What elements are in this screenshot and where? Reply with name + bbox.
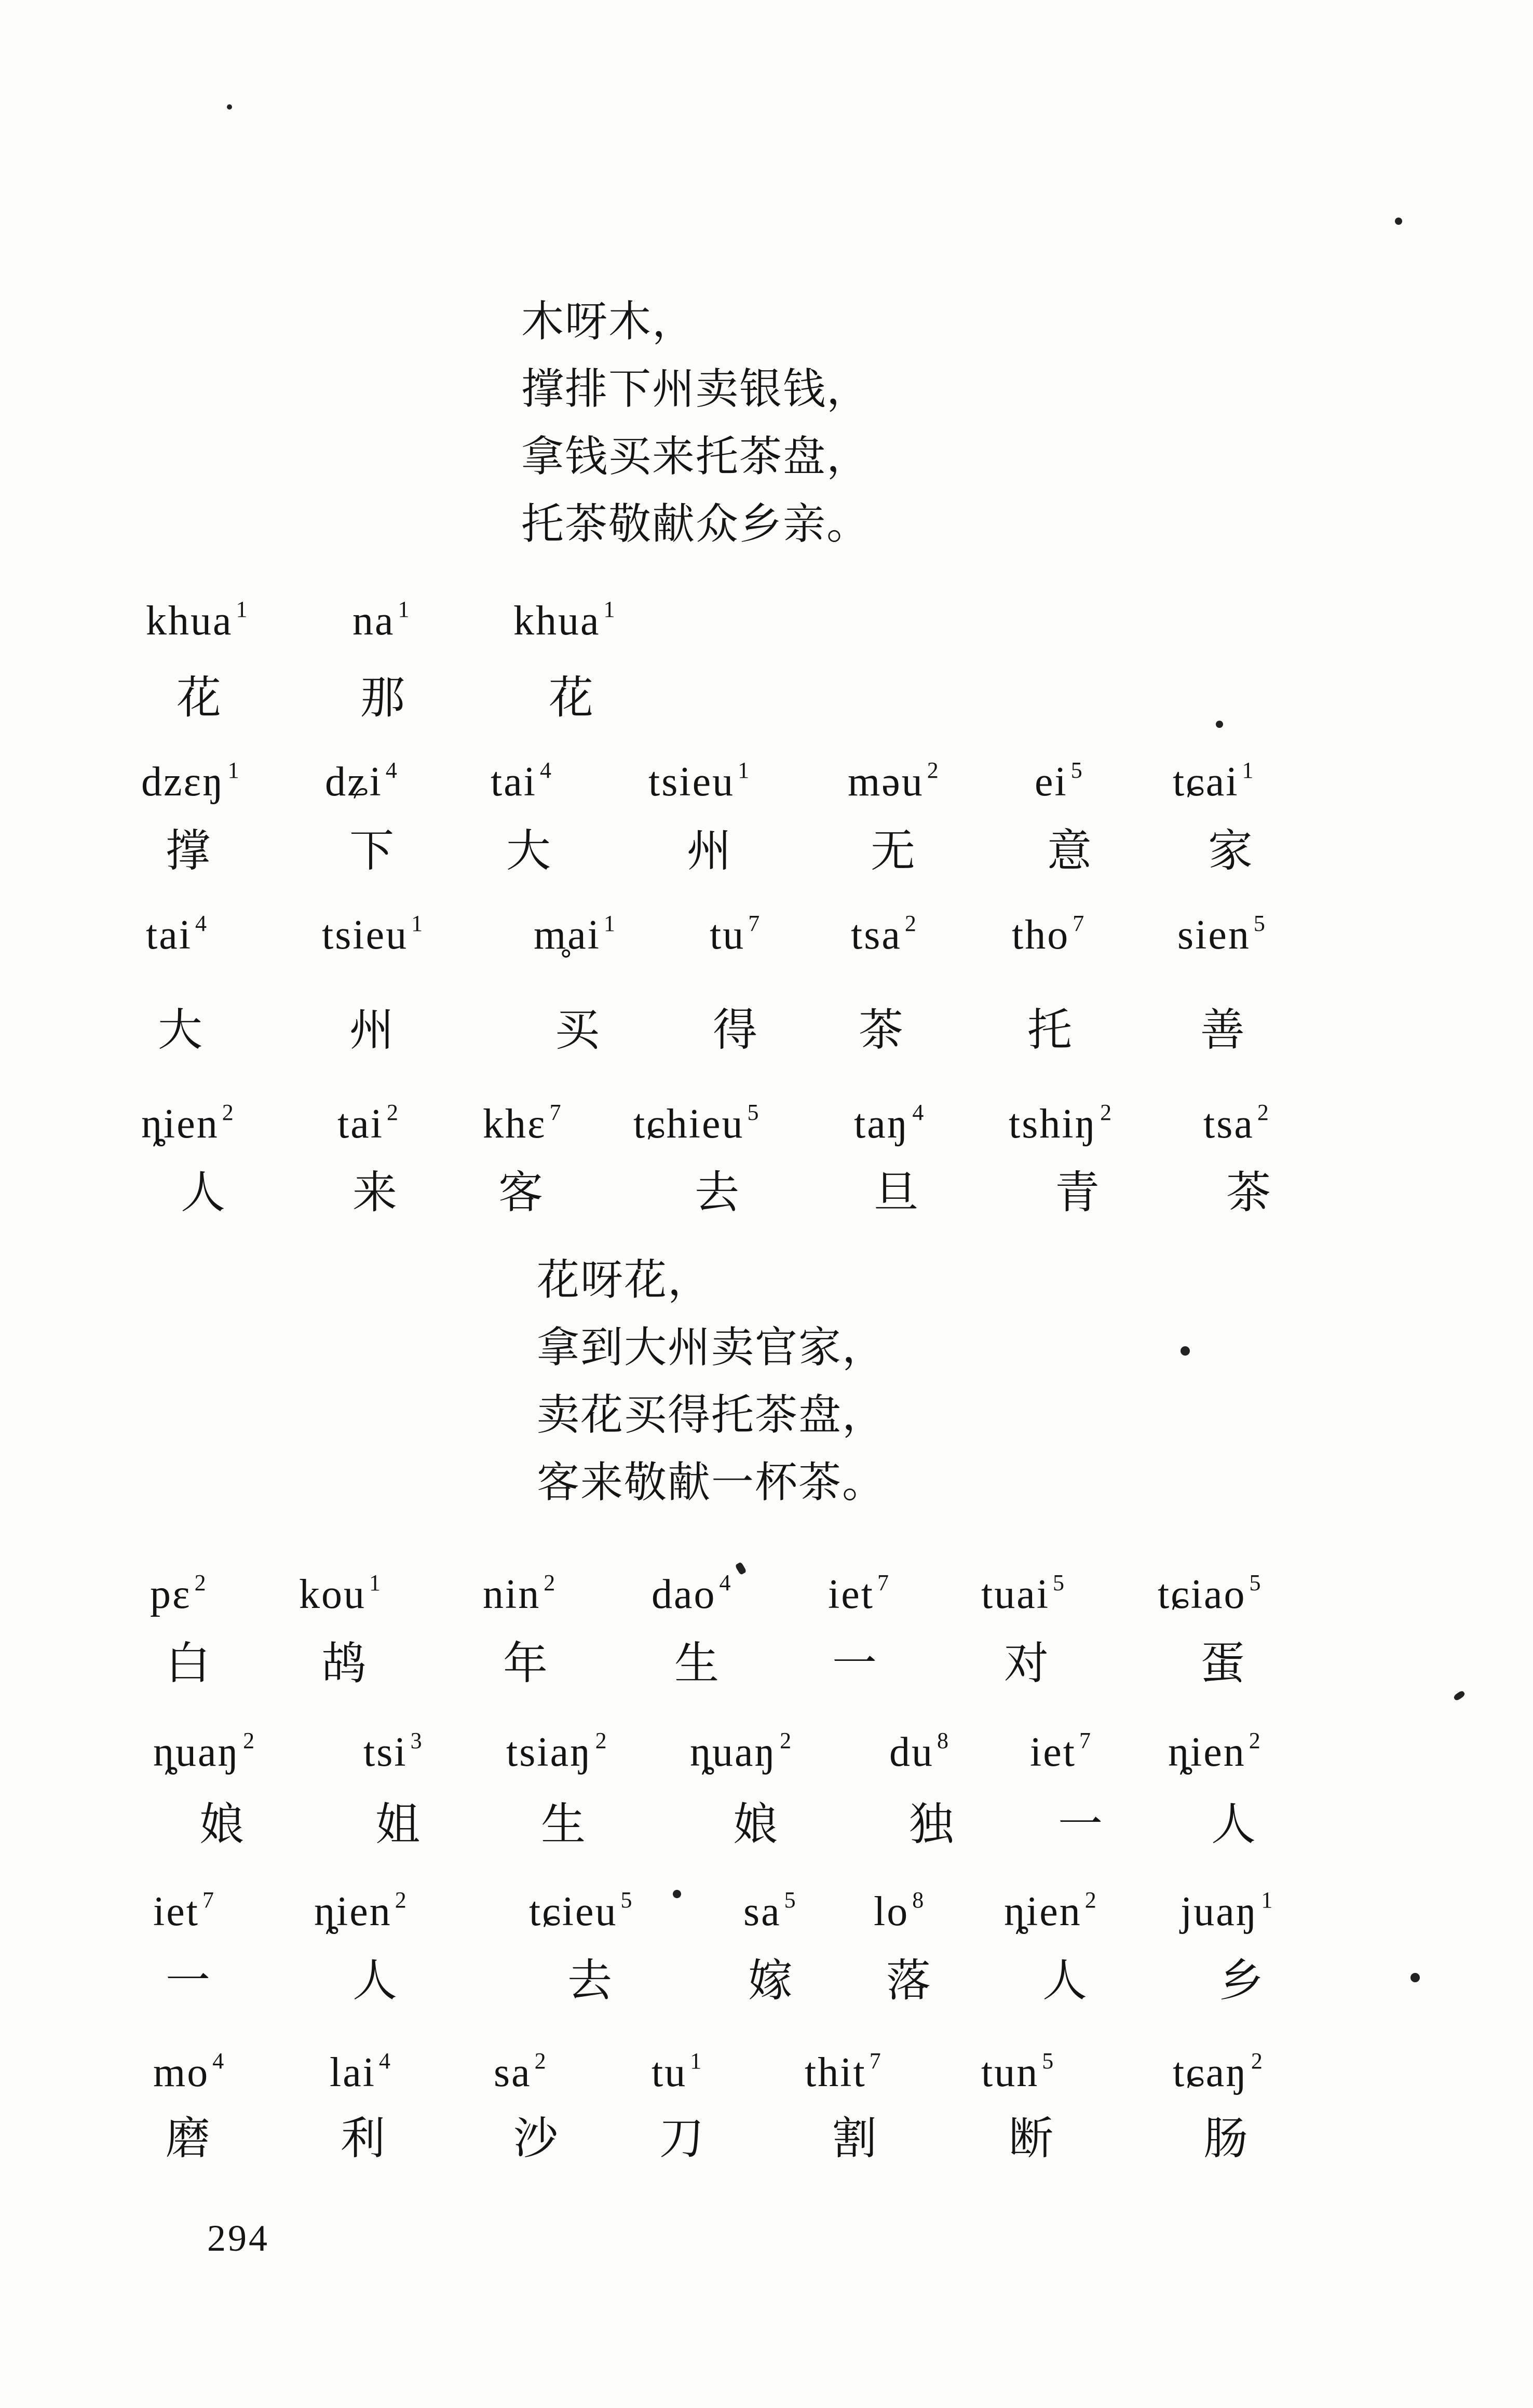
tone-number: 4 — [719, 1570, 731, 1595]
syllable-text: lo — [874, 1889, 910, 1934]
hanzi-character: 断 — [1009, 2113, 1053, 2165]
tone-number: 5 — [1070, 757, 1082, 783]
romanization — [513, 597, 615, 644]
romanization — [337, 1100, 398, 1147]
romanization — [491, 757, 551, 805]
syllable-text: tsieu — [648, 759, 735, 805]
romanization — [981, 1570, 1064, 1617]
syllable-text: tɕai — [1173, 759, 1239, 805]
romanization — [848, 757, 939, 805]
tone-number: 5 — [1052, 1570, 1064, 1595]
syllable-text: iet — [153, 1889, 199, 1934]
hanzi-character: 撑 — [166, 825, 210, 877]
hanzi-character: 姐 — [375, 1798, 420, 1850]
hanzi-character: 年 — [503, 1638, 548, 1689]
romanization — [981, 2048, 1054, 2095]
tone-number: 7 — [549, 1100, 561, 1125]
syllable-text: ȵien — [141, 1101, 219, 1147]
syllable-text: tɕaŋ — [1173, 2050, 1248, 2095]
syllable-text: tai — [146, 912, 192, 958]
syllable-text: thit — [805, 2050, 866, 2095]
hanzi-character: 托 — [1027, 1004, 1072, 1056]
page-number: 294 — [207, 2217, 269, 2259]
verse-line: 卖花买得托茶盘， — [537, 1390, 886, 1440]
tone-number: 8 — [937, 1728, 948, 1753]
hanzi-character: 刀 — [659, 2113, 704, 2165]
hanzi-character: 家 — [1208, 825, 1253, 877]
tone-number: 2 — [222, 1100, 234, 1125]
romanization — [494, 2048, 546, 2095]
verse-line: 木呀木， — [521, 297, 696, 346]
syllable-text: tsieu — [322, 912, 409, 958]
romanization — [330, 2048, 390, 2095]
tone-number: 4 — [378, 2048, 390, 2074]
hanzi-character: 白 — [166, 1638, 210, 1689]
syllable-text: pɛ — [150, 1572, 192, 1617]
verse-translation-1 — [521, 288, 870, 558]
romanization — [325, 757, 397, 805]
hanzi-character: 意 — [1047, 825, 1092, 877]
syllable-text: tho — [1012, 912, 1070, 958]
syllable-text: sa — [494, 2050, 532, 2095]
syllable-text: tɕhieu — [633, 1101, 744, 1147]
tone-number: 5 — [747, 1100, 759, 1125]
verse-line: 撑排下州卖银钱， — [521, 364, 871, 414]
romanization — [146, 911, 207, 958]
hanzi-character: 娘 — [199, 1798, 244, 1850]
tone-number: 2 — [534, 2048, 546, 2074]
romanization — [1035, 757, 1082, 805]
tone-number: 5 — [1253, 911, 1265, 936]
hanzi-character: 人 — [352, 1955, 397, 2007]
syllable-text: sa — [743, 1889, 781, 1934]
syllable-text: ȵien — [314, 1889, 392, 1934]
syllable-text: tuai — [981, 1572, 1050, 1617]
hanzi-character: 人 — [1042, 1955, 1087, 2007]
syllable-text: ei — [1035, 759, 1068, 805]
hanzi-character: 沙 — [513, 2113, 558, 2165]
hanzi-character: 一 — [166, 1955, 210, 2007]
romanization — [874, 1887, 924, 1934]
hanzi-character: 磨 — [166, 2113, 210, 2165]
hanzi-character: 一 — [832, 1638, 877, 1689]
syllable-text: tsa — [851, 912, 902, 958]
romanization — [146, 597, 248, 644]
romanization — [534, 911, 615, 958]
tone-number: 2 — [243, 1728, 255, 1753]
tone-number: 4 — [212, 2048, 224, 2074]
tone-number: 1 — [1261, 1887, 1273, 1913]
tone-number: 7 — [877, 1570, 889, 1595]
hanzi-character: 鸪 — [322, 1638, 367, 1689]
hanzi-character: 嫁 — [748, 1955, 793, 2007]
tone-number: 7 — [202, 1887, 214, 1913]
hanzi-character: 州 — [349, 1004, 394, 1056]
scan-speck — [735, 1562, 747, 1575]
hanzi-character: 生 — [541, 1798, 586, 1850]
syllable-text: ȵuaŋ — [153, 1729, 240, 1775]
tone-number: 2 — [1100, 1100, 1112, 1125]
tone-number: 2 — [194, 1570, 206, 1595]
romanization — [1173, 2048, 1263, 2095]
syllable-text: iet — [1030, 1729, 1076, 1775]
syllable-text: taŋ — [854, 1101, 910, 1147]
syllable-text: iet — [828, 1572, 874, 1617]
romanization — [483, 1100, 561, 1147]
tone-number: 4 — [385, 757, 397, 783]
tone-number: 5 — [1042, 2048, 1054, 2074]
romanization — [805, 2048, 881, 2095]
romanization — [483, 1570, 555, 1617]
tone-number: 2 — [1257, 1100, 1269, 1125]
romanization — [352, 597, 410, 644]
tone-number: 2 — [1251, 2048, 1263, 2074]
hanzi-character: 乡 — [1219, 1955, 1264, 2007]
hanzi-character: 客 — [498, 1167, 543, 1219]
scan-speck — [1453, 1690, 1466, 1701]
syllable-text: tu — [710, 912, 745, 958]
romanization — [1181, 1887, 1273, 1934]
romanization — [1158, 1570, 1261, 1617]
tone-number: 1 — [1242, 757, 1254, 783]
romanization — [150, 1570, 206, 1617]
hanzi-character: 去 — [567, 1955, 612, 2007]
syllable-text: sien — [1177, 912, 1251, 958]
romanization — [153, 1728, 255, 1775]
verse-line: 拿到大州卖官家， — [537, 1323, 886, 1372]
romanization — [1177, 911, 1265, 958]
tone-number: 4 — [539, 757, 551, 783]
syllable-text: dzɛŋ — [141, 759, 225, 805]
syllable-text: məu — [848, 759, 924, 805]
tone-number: 1 — [398, 597, 410, 622]
scan-speck — [227, 104, 232, 110]
tone-number: 2 — [904, 911, 916, 936]
syllable-text: khua — [146, 598, 233, 644]
romanization — [529, 1887, 632, 1934]
romanization — [652, 2048, 702, 2095]
syllable-text: ȵuaŋ — [690, 1729, 777, 1775]
romanization — [854, 1100, 924, 1147]
hanzi-character: 州 — [687, 825, 731, 877]
tone-number: 2 — [595, 1728, 607, 1753]
hanzi-character: 大 — [506, 825, 551, 877]
scan-speck — [1216, 721, 1223, 728]
tone-number: 2 — [927, 757, 939, 783]
syllable-text: juaŋ — [1181, 1889, 1258, 1934]
tone-number: 1 — [369, 1570, 381, 1595]
syllable-text: mo — [153, 2050, 210, 2095]
romanization — [652, 1570, 731, 1617]
verse-line: 托茶敬献众乡亲。 — [521, 499, 871, 549]
hanzi-character: 落 — [886, 1955, 931, 2007]
hanzi-character: 无 — [871, 825, 915, 877]
romanization — [648, 757, 750, 805]
hanzi-character: 对 — [1004, 1638, 1049, 1689]
hanzi-character: 旦 — [874, 1167, 918, 1219]
tone-number: 2 — [544, 1570, 555, 1595]
tone-number: 1 — [227, 757, 239, 783]
romanization — [1173, 757, 1254, 805]
hanzi-character: 茶 — [1226, 1167, 1271, 1219]
hanzi-character: 花 — [177, 672, 221, 724]
syllable-text: tɕiao — [1158, 1572, 1246, 1617]
romanization — [314, 1887, 406, 1934]
tone-number: 2 — [386, 1100, 398, 1125]
tone-number: 5 — [1249, 1570, 1261, 1595]
romanization — [1012, 911, 1084, 958]
syllable-text: tsiaŋ — [506, 1729, 592, 1775]
tone-number: 2 — [1084, 1887, 1096, 1913]
verse-line: 客来敬献一杯茶。 — [537, 1458, 886, 1507]
hanzi-character: 割 — [832, 2113, 877, 2165]
tone-number: 7 — [869, 2048, 881, 2074]
hanzi-character: 善 — [1200, 1004, 1245, 1056]
tone-number: 7 — [1079, 1728, 1091, 1753]
hanzi-character: 大 — [158, 1004, 202, 1056]
romanization — [1004, 1887, 1096, 1934]
hanzi-character: 肠 — [1203, 2113, 1248, 2165]
verse-line: 拿钱买来托茶盘， — [521, 432, 871, 481]
tone-number: 5 — [784, 1887, 796, 1913]
tone-number: 1 — [690, 2048, 702, 2074]
romanization — [828, 1570, 889, 1617]
hanzi-character: 下 — [349, 825, 394, 877]
tone-number: 1 — [411, 911, 423, 936]
tone-number: 5 — [620, 1887, 632, 1913]
tone-number: 1 — [738, 757, 750, 783]
scan-speck — [1395, 218, 1402, 225]
hanzi-character: 人 — [181, 1167, 225, 1219]
syllable-text: tshiŋ — [1009, 1101, 1097, 1147]
syllable-text: dʑi — [325, 759, 383, 805]
hanzi-character: 独 — [909, 1798, 954, 1850]
romanization — [743, 1887, 796, 1934]
romanization — [1009, 1100, 1112, 1147]
tone-number: 1 — [236, 597, 248, 622]
romanization — [1168, 1728, 1260, 1775]
syllable-text: tun — [981, 2050, 1039, 2095]
syllable-text: khɛ — [483, 1101, 547, 1147]
romanization — [690, 1728, 792, 1775]
syllable-text: lai — [330, 2050, 376, 2095]
syllable-text: khua — [513, 598, 601, 644]
tone-number: 1 — [603, 597, 615, 622]
hanzi-character: 青 — [1055, 1167, 1100, 1219]
hanzi-character: 茶 — [859, 1004, 903, 1056]
syllable-text: kou — [299, 1572, 366, 1617]
romanization — [851, 911, 916, 958]
hanzi-character: 娘 — [733, 1798, 778, 1850]
syllable-text: tai — [337, 1101, 384, 1147]
tone-number: 8 — [912, 1887, 924, 1913]
romanization — [710, 911, 760, 958]
syllable-text: tu — [652, 2050, 687, 2095]
syllable-text: du — [889, 1729, 934, 1775]
hanzi-character: 得 — [713, 1004, 757, 1056]
scan-speck — [673, 1890, 681, 1898]
hanzi-character: 来 — [352, 1167, 397, 1219]
romanization — [506, 1728, 607, 1775]
hanzi-character: 花 — [549, 672, 593, 724]
hanzi-character: 一 — [1058, 1798, 1103, 1850]
scan-speck — [1410, 1973, 1420, 1982]
hanzi-character: 买 — [555, 1004, 600, 1056]
tone-number: 4 — [912, 1100, 924, 1125]
romanization — [153, 1887, 214, 1934]
syllable-text: dao — [652, 1572, 716, 1617]
syllable-text: ȵien — [1004, 1889, 1082, 1934]
syllable-text: nin — [483, 1572, 541, 1617]
hanzi-character: 去 — [695, 1167, 739, 1219]
tone-number: 2 — [1249, 1728, 1260, 1753]
romanization — [141, 1100, 234, 1147]
scan-speck — [1181, 1346, 1190, 1356]
hanzi-character: 那 — [360, 672, 405, 724]
romanization — [153, 2048, 224, 2095]
romanization — [1030, 1728, 1091, 1775]
tone-number: 1 — [603, 911, 615, 936]
syllable-text: tai — [491, 759, 537, 805]
tone-number: 2 — [780, 1728, 792, 1753]
syllable-text: tsi — [363, 1729, 408, 1775]
syllable-text: na — [352, 598, 395, 644]
syllable-text: m̥ai — [534, 912, 601, 958]
tone-number: 7 — [748, 911, 760, 936]
tone-number: 3 — [410, 1728, 422, 1753]
verse-translation-2 — [537, 1247, 886, 1517]
tone-number: 2 — [395, 1887, 406, 1913]
tone-number: 4 — [195, 911, 207, 936]
romanization — [363, 1728, 422, 1775]
romanization — [299, 1570, 381, 1617]
romanization — [322, 911, 423, 958]
hanzi-character: 利 — [341, 2113, 385, 2165]
syllable-text: tɕieu — [529, 1889, 618, 1934]
romanization — [633, 1100, 759, 1147]
romanization — [1203, 1100, 1269, 1147]
verse-line: 花呀花， — [537, 1255, 712, 1305]
romanization — [889, 1728, 948, 1775]
tone-number: 7 — [1073, 911, 1084, 936]
syllable-text: tsa — [1203, 1101, 1254, 1147]
hanzi-character: 人 — [1211, 1798, 1256, 1850]
hanzi-character: 生 — [674, 1638, 719, 1689]
romanization — [141, 757, 239, 805]
hanzi-character: 蛋 — [1200, 1638, 1245, 1689]
syllable-text: ȵien — [1168, 1729, 1246, 1775]
